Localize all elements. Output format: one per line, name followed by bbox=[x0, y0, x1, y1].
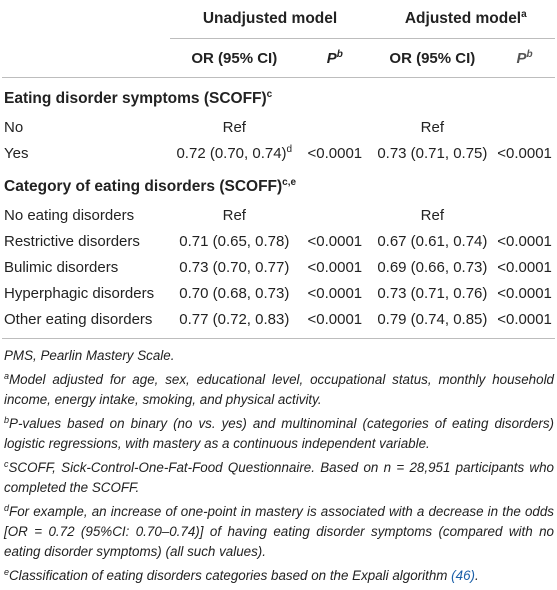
header-p-label: P bbox=[326, 49, 337, 67]
row-p-adjusted bbox=[494, 202, 555, 228]
row-p-unadjusted bbox=[299, 114, 370, 140]
row-or-unadjusted bbox=[170, 140, 300, 166]
row-label: Bulimic disorders bbox=[4, 258, 119, 276]
header-blank-2 bbox=[2, 39, 170, 78]
table-row bbox=[2, 228, 555, 254]
footnote-b-mark: b bbox=[4, 415, 10, 425]
header-p-sup: b bbox=[336, 48, 343, 60]
section-category-of-eating-disorders bbox=[2, 166, 555, 202]
header-p-unadjusted bbox=[299, 39, 370, 78]
table-row bbox=[2, 114, 555, 140]
footnote-b-text: P-values based on binary (no vs. yes) and multinominal (categories of eating disorders) logistic regressions, with mastery as a continuous independent variable. bbox=[4, 416, 554, 451]
row-or-unadjusted: 0.71 (0.65, 0.78) bbox=[179, 232, 290, 250]
header-group-row bbox=[2, 0, 555, 39]
table-row bbox=[2, 202, 555, 228]
row-or-adjusted: Ref bbox=[420, 206, 445, 224]
row-p-adjusted: <0.0001 bbox=[497, 258, 552, 276]
row-p-unadjusted: <0.0001 bbox=[307, 144, 363, 162]
header-or-adjusted: OR (95% CI) bbox=[371, 39, 495, 78]
row-label: Yes bbox=[4, 144, 29, 162]
header-p-adjusted bbox=[494, 39, 555, 78]
row-p-unadjusted bbox=[299, 202, 370, 228]
footnote-d-mark: d bbox=[4, 503, 10, 513]
header-adjusted-model bbox=[371, 0, 555, 39]
row-label: Restrictive disorders bbox=[4, 232, 140, 250]
row-p-adjusted: <0.0001 bbox=[497, 232, 552, 250]
header-or-unadjusted: OR (95% CI) bbox=[170, 39, 300, 78]
footnote-d-text: For example, an increase of one-point in mastery is associated with a decrease in the odds [OR = 0.72 (95%CI: 0.70–0.74)] of having eating disorder symptoms (compared with no eating disorder symptoms) (all such values). bbox=[4, 504, 554, 559]
row-label: Other eating disorders bbox=[2, 306, 170, 339]
footnote-pms: PMS, Pearlin Mastery Scale. bbox=[4, 348, 175, 363]
row-or-unadjusted: 0.70 (0.68, 0.73) bbox=[179, 284, 290, 302]
row-p-unadjusted: <0.0001 bbox=[307, 258, 363, 276]
header-p-label-adjusted: P bbox=[516, 49, 527, 67]
row-p-adjusted: <0.0001 bbox=[497, 284, 552, 302]
header-adjusted-label: Adjusted model bbox=[404, 10, 522, 27]
header-blank bbox=[2, 0, 170, 39]
footnote-a-text: Model adjusted for age, sex, educational level, occupational status, monthly household income, energy intake, smoking, and physical activity. bbox=[4, 372, 554, 407]
footnote-e-end: . bbox=[474, 568, 479, 583]
results-table bbox=[2, 0, 555, 339]
row-or-adjusted: 0.73 (0.71, 0.76) bbox=[377, 284, 488, 302]
section-title-sup: c bbox=[266, 89, 273, 100]
row-label: No eating disorders bbox=[4, 206, 135, 224]
row-or-adjusted: 0.79 (0.74, 0.85) bbox=[371, 306, 495, 339]
footnote-e-text: Classification of eating disorders categories based on the Expali algorithm bbox=[9, 568, 452, 583]
section-title-text: Eating disorder symptoms (SCOFF) bbox=[4, 90, 267, 107]
row-or-unadjusted: 0.77 (0.72, 0.83) bbox=[170, 306, 300, 339]
row-or-adjusted: Ref bbox=[420, 118, 445, 136]
table-row bbox=[2, 254, 555, 280]
row-p-unadjusted: <0.0001 bbox=[307, 232, 363, 250]
table-row bbox=[2, 306, 555, 339]
footnote-e bbox=[4, 566, 554, 586]
section-title bbox=[2, 78, 555, 115]
row-or-unadjusted: Ref bbox=[222, 118, 246, 136]
row-p-unadjusted: <0.0001 bbox=[299, 306, 370, 339]
footnote-e-mark: e bbox=[4, 567, 10, 577]
row-or-adjusted: 0.67 (0.61, 0.74) bbox=[377, 232, 488, 250]
citation-link[interactable]: (46) bbox=[451, 568, 475, 583]
row-or-unadjusted-sup: d bbox=[286, 143, 293, 155]
row-p-unadjusted: <0.0001 bbox=[307, 284, 363, 302]
footnote-c-text: SCOFF, Sick-Control-One-Fat-Food Questionnaire. Based on n = 28,951 participants who completed the SCOFF. bbox=[4, 460, 554, 495]
row-or-unadjusted-value: 0.72 (0.70, 0.74) bbox=[176, 144, 287, 162]
table-row bbox=[2, 140, 555, 166]
row-label: No bbox=[4, 118, 24, 136]
header-column-row bbox=[2, 39, 555, 78]
footnote-b bbox=[4, 414, 554, 454]
row-or-unadjusted: 0.73 (0.70, 0.77) bbox=[179, 258, 290, 276]
header-unadjusted-label: Unadjusted model bbox=[202, 10, 338, 27]
table-footnotes bbox=[4, 346, 554, 590]
footnote-c bbox=[4, 458, 554, 498]
header-p-sup-adjusted: b bbox=[526, 48, 533, 60]
row-label: Hyperphagic disorders bbox=[4, 284, 155, 302]
header-unadjusted-model bbox=[170, 0, 371, 39]
footnote-c-mark: c bbox=[4, 459, 9, 469]
section-title bbox=[2, 166, 555, 202]
row-p-adjusted bbox=[494, 114, 555, 140]
row-or-unadjusted: Ref bbox=[222, 206, 246, 224]
section-title-text: Category of eating disorders (SCOFF) bbox=[4, 178, 283, 195]
header-adjusted-sup: a bbox=[521, 9, 527, 20]
footnote-a-mark: a bbox=[4, 371, 10, 381]
row-or-adjusted: 0.69 (0.66, 0.73) bbox=[377, 258, 488, 276]
footnote-a bbox=[4, 370, 554, 410]
section-eating-disorder-symptoms bbox=[2, 78, 555, 115]
section-title-sup: c,e bbox=[282, 177, 297, 188]
row-or-adjusted: 0.73 (0.71, 0.75) bbox=[377, 144, 488, 162]
table-row bbox=[2, 280, 555, 306]
row-p-adjusted: <0.0001 bbox=[494, 306, 555, 339]
row-p-adjusted: <0.0001 bbox=[497, 144, 552, 162]
footnote-d bbox=[4, 502, 554, 562]
